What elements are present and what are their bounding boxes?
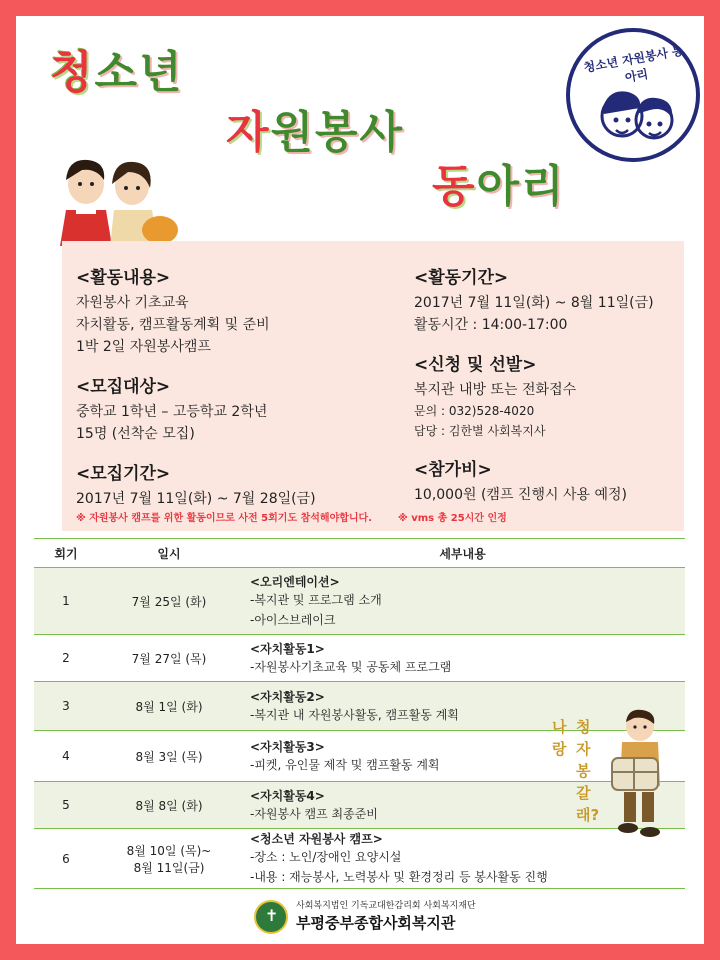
table-row [34, 829, 685, 889]
session-detail-line: -아이스브레이크 [250, 612, 336, 627]
recruit-section [76, 459, 406, 510]
fee-section [414, 455, 684, 506]
session-number: 2 [34, 635, 98, 682]
activity-line: 1박 2일 자원봉사캠프 [76, 339, 211, 355]
side-text-1: 나랑 [552, 718, 567, 758]
notice-vms: ※ vms 총 25시간 인정 [398, 513, 507, 524]
session-title: <자치활동3> [250, 739, 325, 754]
session-date: 8월 3일 (목) [98, 731, 240, 782]
session-title: <자치활동1> [250, 641, 325, 656]
session-date [98, 829, 240, 889]
activity-section [76, 263, 406, 358]
session-date-end: 8월 11일(금) [133, 860, 205, 875]
session-date: 8월 1일 (화) [98, 682, 240, 731]
session-title: <청소년 자원봉사 캠프> [250, 832, 383, 846]
session-detail-line: -자원봉사 캠프 최종준비 [250, 806, 378, 821]
target-section [76, 372, 406, 445]
notice-line [76, 509, 533, 524]
period-heading: <활동기간> [414, 268, 509, 288]
header-session: 회기 [34, 539, 98, 568]
session-date: 7월 27일 (목) [98, 635, 240, 682]
session-details [240, 635, 685, 682]
title-line-2: 자원봉사 [226, 107, 405, 158]
club-stamp-logo [566, 28, 700, 162]
activity-line: 자원봉사 기초교육 [76, 295, 189, 311]
info-right-column [414, 263, 684, 520]
session-date: 8월 8일 (화) [98, 782, 240, 829]
apply-line: 복지관 내방 또는 전화접수 [414, 382, 577, 398]
recruit-line: 2017년 7월 11일(화) ~ 7월 28일(금) [76, 491, 316, 507]
fee-line: 10,000원 (캠프 진행시 사용 예정) [414, 487, 627, 503]
contact-phone: 문의 : 032)528-4020 [414, 404, 535, 418]
children-illustration [52, 150, 182, 246]
target-line: 중학교 1학년 – 고등학교 2학년 [76, 404, 268, 420]
period-line: 2017년 7월 11일(화) ~ 8월 11일(금) [414, 295, 654, 311]
title-line-1: 청소년 [50, 47, 184, 98]
kids-faces-illustration [594, 74, 680, 150]
apply-section [414, 350, 684, 441]
session-detail-line: -복지관 및 프로그램 소개 [250, 592, 382, 607]
schedule-table [34, 538, 685, 889]
session-details [240, 568, 685, 635]
session-number: 3 [34, 682, 98, 731]
info-box [62, 241, 684, 531]
table-row [34, 635, 685, 682]
header-date: 일시 [98, 539, 240, 568]
session-detail-line: -복지관 내 자원봉사활동, 캠프활동 계획 [250, 707, 459, 722]
session-number: 1 [34, 568, 98, 635]
header-details: 세부내용 [240, 539, 685, 568]
session-detail-line: -피켓, 유인물 제작 및 캠프활동 계획 [250, 757, 440, 772]
fee-heading: <참가비> [414, 460, 492, 480]
session-detail-line: -자원봉사기초교육 및 공동체 프로그램 [250, 659, 452, 674]
footer-foundation: 사회복지법인 기독교대한감리회 사회복지재단 [296, 901, 476, 911]
apply-heading: <신청 및 선발> [414, 355, 537, 375]
footer-center-name: 부평중부종합사회복지관 [296, 914, 456, 932]
session-title: <오리엔테이션> [250, 574, 340, 589]
info-left-column [76, 263, 406, 524]
period-section [414, 263, 684, 336]
stamp-text: 청소년 자원봉사 동아리 [582, 43, 685, 85]
boy-carrying-package-illustration [604, 706, 674, 840]
session-detail-line: -장소 : 노인/장애인 요양시설 [250, 850, 402, 864]
session-number: 5 [34, 782, 98, 829]
contact-person: 담당 : 김한별 사회복지사 [414, 424, 546, 438]
session-number: 4 [34, 731, 98, 782]
activity-heading: <활동내용> [76, 268, 171, 288]
period-line: 활동시간 : 14:00-17:00 [414, 317, 568, 333]
target-heading: <모집대상> [76, 377, 171, 397]
table-header-row [34, 539, 685, 568]
session-date: 7월 25일 (화) [98, 568, 240, 635]
notice-attendance: ※ 자원봉사 캠프를 위한 활동이므로 사전 5회기도 참석해야합니다. [76, 513, 373, 524]
session-title: <자치활동2> [250, 689, 325, 704]
activity-line: 자치활동, 캠프활동계획 및 준비 [76, 317, 270, 333]
welfare-center-logo-icon [254, 900, 288, 934]
session-number: 6 [34, 829, 98, 889]
target-line: 15명 (선착순 모집) [76, 426, 195, 442]
footer-organization [254, 898, 524, 938]
side-text-2: 청자봉 갈래? [576, 718, 600, 824]
table-row [34, 568, 685, 635]
title-line-3: 동아리 [432, 161, 566, 212]
recruit-heading: <모집기간> [76, 464, 171, 484]
session-detail-line: -내용 : 재능봉사, 노력봉사 및 환경정리 등 봉사활동 진행 [250, 870, 548, 884]
session-title: <자치활동4> [250, 788, 325, 803]
session-date-start: 8월 10일 (목)~ [126, 843, 212, 858]
